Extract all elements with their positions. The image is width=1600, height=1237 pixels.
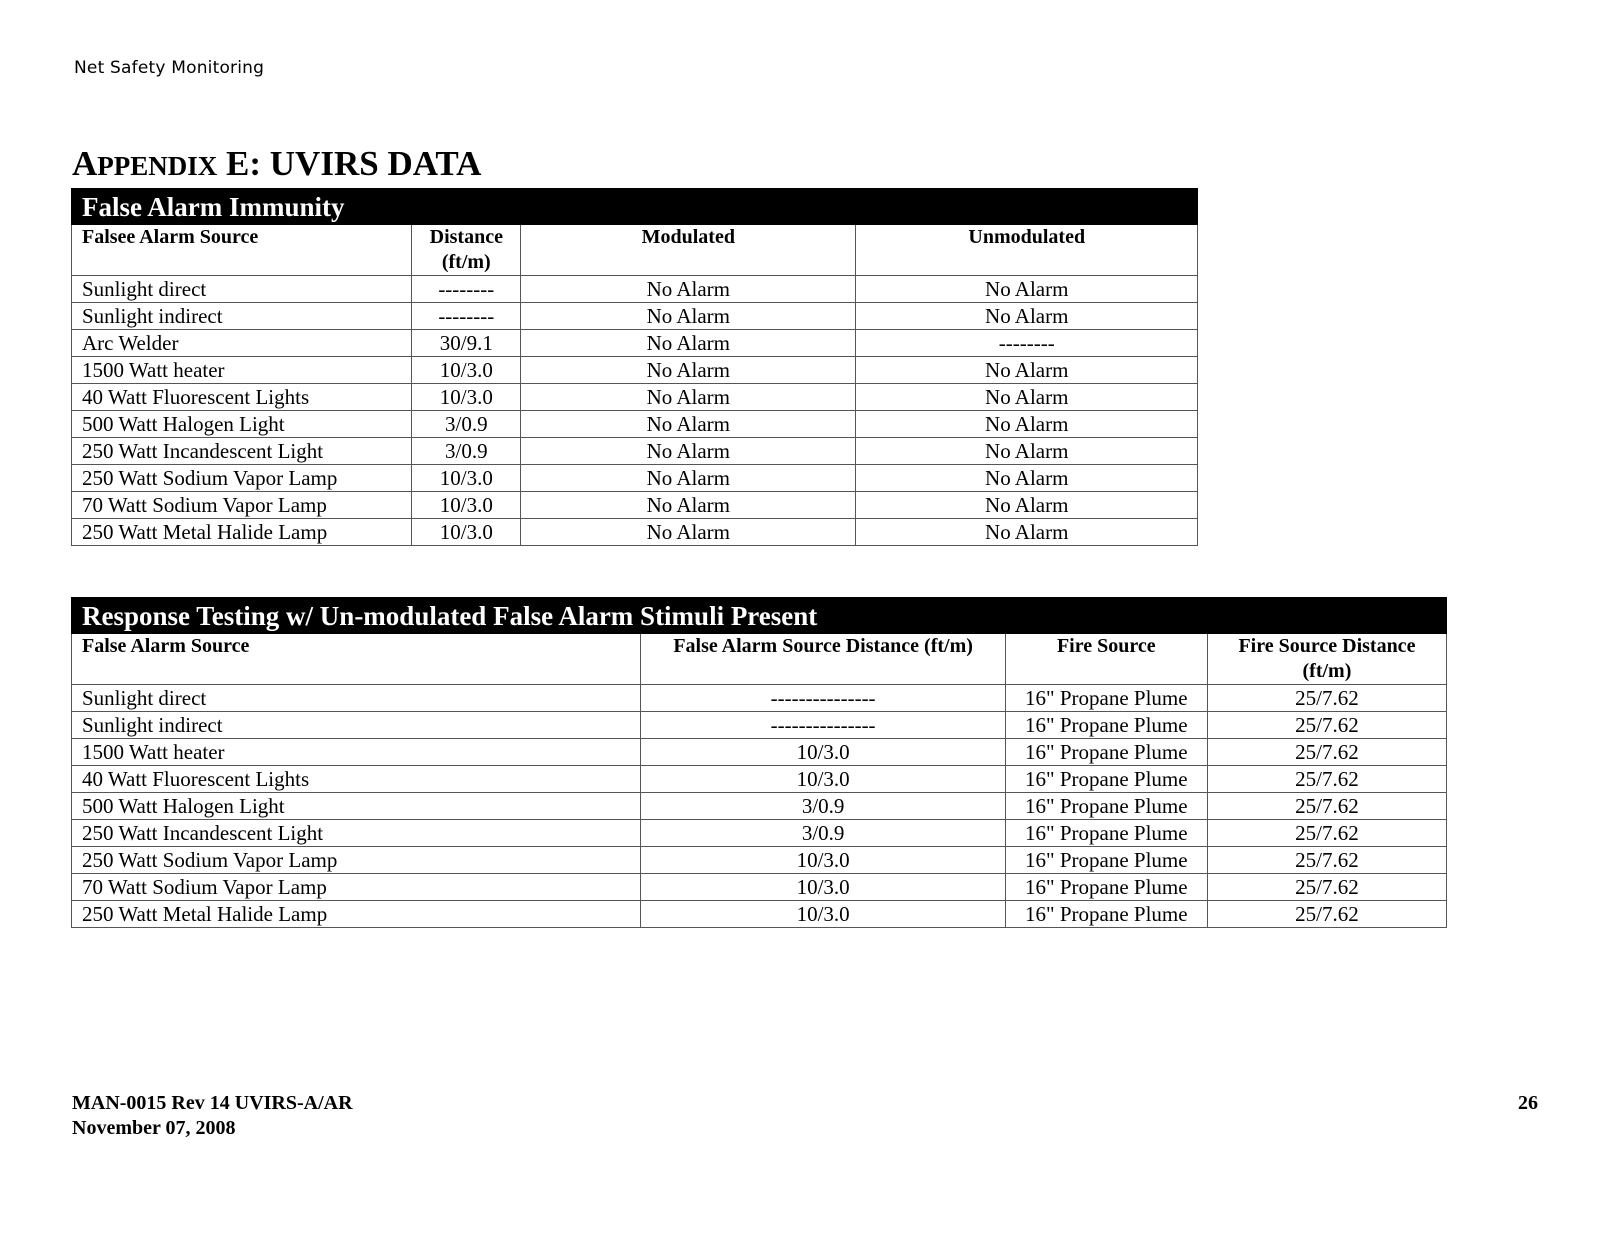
table-cell: 30/9.1	[412, 330, 521, 357]
footer-doc-id: MAN-0015 Rev 14 UVIRS-A/AR	[72, 1092, 353, 1114]
table-row	[72, 519, 1198, 546]
table-cell: 1500 Watt heater	[72, 739, 641, 766]
table-row	[72, 465, 1198, 492]
title-tail: E: UVIRS DATA	[217, 144, 482, 183]
table-cell: 16" Propane Plume	[1005, 712, 1207, 739]
table-cell: No Alarm	[856, 357, 1198, 384]
table-row	[72, 303, 1198, 330]
column-header-modulated: Modulated	[521, 225, 856, 276]
table-cell: 16" Propane Plume	[1005, 685, 1207, 712]
table-row	[72, 492, 1198, 519]
table-cell: 16" Propane Plume	[1005, 847, 1207, 874]
table-cell: No Alarm	[856, 465, 1198, 492]
table-cell: 16" Propane Plume	[1005, 820, 1207, 847]
table-body	[72, 685, 1447, 928]
table-cell: No Alarm	[856, 276, 1198, 303]
table-cell: --------	[412, 276, 521, 303]
table-cell: 3/0.9	[412, 438, 521, 465]
table-cell: No Alarm	[521, 465, 856, 492]
column-header-fire-source: Fire Source	[1005, 634, 1207, 685]
table-cell: No Alarm	[856, 411, 1198, 438]
table-row	[72, 411, 1198, 438]
table-cell: 10/3.0	[641, 901, 1005, 928]
table-cell: Sunlight indirect	[72, 712, 641, 739]
table-cell: 3/0.9	[412, 411, 521, 438]
table-cell: 16" Propane Plume	[1005, 793, 1207, 820]
table-cell: 10/3.0	[412, 492, 521, 519]
table-cell: 40 Watt Fluorescent Lights	[72, 766, 641, 793]
table-cell: --------	[412, 303, 521, 330]
table-cell: 70 Watt Sodium Vapor Lamp	[72, 874, 641, 901]
table-cell: 70 Watt Sodium Vapor Lamp	[72, 492, 412, 519]
table-title: Response Testing w/ Un-modulated False Alarm Stimuli Present	[72, 598, 1447, 634]
table-cell: 250 Watt Incandescent Light	[72, 820, 641, 847]
table-cell: No Alarm	[521, 303, 856, 330]
table-cell: Sunlight indirect	[72, 303, 412, 330]
table-cell: 25/7.62	[1207, 901, 1446, 928]
table-cell: 500 Watt Halogen Light	[72, 793, 641, 820]
table-row	[72, 685, 1447, 712]
footer-date: November 07, 2008	[72, 1117, 236, 1139]
table-cell: 16" Propane Plume	[1005, 901, 1207, 928]
table-cell: No Alarm	[521, 276, 856, 303]
table-cell: 25/7.62	[1207, 766, 1446, 793]
table-cell: 250 Watt Metal Halide Lamp	[72, 519, 412, 546]
table-cell: Sunlight direct	[72, 685, 641, 712]
table-cell: No Alarm	[521, 357, 856, 384]
table-row	[72, 874, 1447, 901]
table-cell: Sunlight direct	[72, 276, 412, 303]
table-cell: 3/0.9	[641, 793, 1005, 820]
table-cell: 16" Propane Plume	[1005, 766, 1207, 793]
table-cell: 16" Propane Plume	[1005, 874, 1207, 901]
table-cell: 250 Watt Sodium Vapor Lamp	[72, 465, 412, 492]
table-cell: No Alarm	[856, 303, 1198, 330]
table-cell: 25/7.62	[1207, 820, 1446, 847]
table-cell: No Alarm	[856, 492, 1198, 519]
table-cell: 25/7.62	[1207, 874, 1446, 901]
table-cell: ---------------	[641, 685, 1005, 712]
running-header: Net Safety Monitoring	[74, 58, 265, 78]
table-row	[72, 793, 1447, 820]
table-row	[72, 739, 1447, 766]
table-cell: No Alarm	[856, 519, 1198, 546]
page-number: 26	[1518, 1092, 1538, 1114]
table-row	[72, 766, 1447, 793]
table-cell: 25/7.62	[1207, 712, 1446, 739]
page-title	[72, 146, 481, 181]
table-cell: No Alarm	[521, 519, 856, 546]
table-cell: No Alarm	[521, 384, 856, 411]
table-cell: 40 Watt Fluorescent Lights	[72, 384, 412, 411]
table-cell: 10/3.0	[641, 874, 1005, 901]
table-cell: 10/3.0	[641, 766, 1005, 793]
table-cell: 25/7.62	[1207, 793, 1446, 820]
table-cell: 250 Watt Sodium Vapor Lamp	[72, 847, 641, 874]
table-cell: Arc Welder	[72, 330, 412, 357]
table-row	[72, 384, 1198, 411]
table-row	[72, 847, 1447, 874]
table-cell: 250 Watt Incandescent Light	[72, 438, 412, 465]
table-row	[72, 330, 1198, 357]
table-body	[72, 276, 1198, 546]
table-row	[72, 438, 1198, 465]
table-cell: 25/7.62	[1207, 685, 1446, 712]
table-cell: ---------------	[641, 712, 1005, 739]
column-header-unmodulated: Unmodulated	[856, 225, 1198, 276]
table-cell: No Alarm	[521, 330, 856, 357]
table-row	[72, 276, 1198, 303]
title-initial: A	[72, 144, 98, 183]
table-cell: No Alarm	[521, 438, 856, 465]
table-title: False Alarm Immunity	[72, 189, 1198, 225]
table-cell: 10/3.0	[412, 384, 521, 411]
column-header-source-distance: False Alarm Source Distance (ft/m)	[641, 634, 1005, 685]
response-testing-table	[71, 597, 1447, 928]
column-header-false-alarm-source: False Alarm Source	[72, 634, 641, 685]
table-cell: 25/7.62	[1207, 847, 1446, 874]
false-alarm-immunity-table	[71, 188, 1198, 546]
table-cell: No Alarm	[856, 384, 1198, 411]
table-cell: 16" Propane Plume	[1005, 739, 1207, 766]
table-cell: 10/3.0	[641, 847, 1005, 874]
table-cell: 10/3.0	[412, 519, 521, 546]
table-cell: 1500 Watt heater	[72, 357, 412, 384]
table-row	[72, 901, 1447, 928]
table-cell: No Alarm	[521, 411, 856, 438]
table-cell: 250 Watt Metal Halide Lamp	[72, 901, 641, 928]
table-cell: 3/0.9	[641, 820, 1005, 847]
table-row	[72, 712, 1447, 739]
table-cell: No Alarm	[856, 438, 1198, 465]
column-header-fire-distance: Fire Source Distance (ft/m)	[1207, 634, 1446, 685]
column-header-distance: Distance (ft/m)	[412, 225, 521, 276]
table-cell: No Alarm	[521, 492, 856, 519]
table-cell: --------	[856, 330, 1198, 357]
title-smallcaps: PPENDIX	[97, 151, 218, 181]
table-row	[72, 357, 1198, 384]
table-cell: 10/3.0	[412, 465, 521, 492]
footer-info	[72, 1091, 353, 1141]
table-cell: 25/7.62	[1207, 739, 1446, 766]
table-cell: 10/3.0	[412, 357, 521, 384]
table-cell: 10/3.0	[641, 739, 1005, 766]
column-header-source: Falsee Alarm Source	[72, 225, 412, 276]
table-row	[72, 820, 1447, 847]
table-cell: 500 Watt Halogen Light	[72, 411, 412, 438]
